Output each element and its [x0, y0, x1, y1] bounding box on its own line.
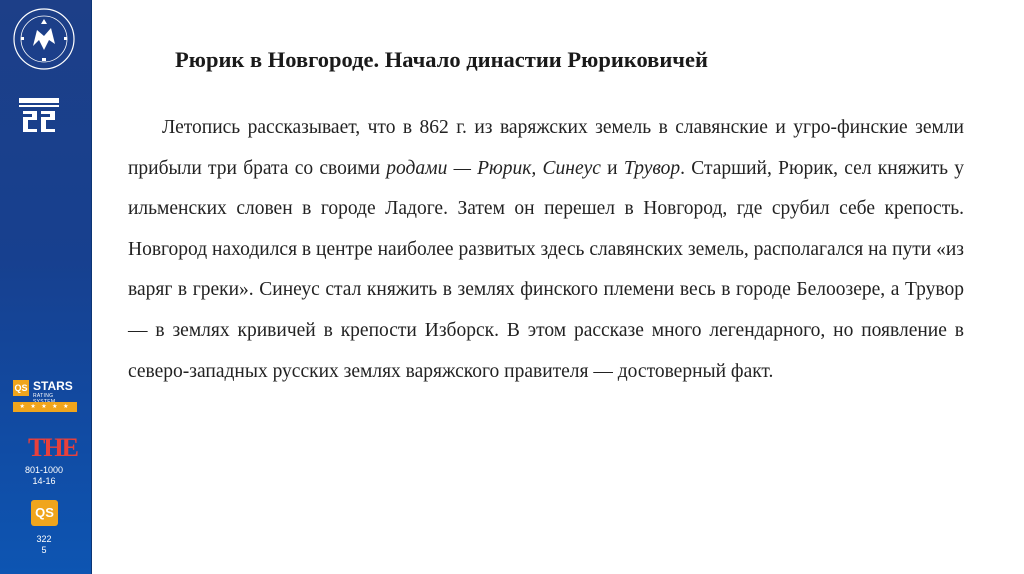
- stars-box-label: QS: [13, 380, 29, 396]
- slide-body-text: [128, 108, 964, 392]
- body-part-3: . Старший, Рюрик, сел княжить у ильменских словен в городе Ладоге. Затем он перешел в Новгород, где срубил себе крепость. Новгород находился в центре наиболее развитых здесь славянских земель, располагался на пути «из варяг в греки». Синеус стал княжить в землях финского племени весь в городе Белоозере, а Трувор — в землях кривичей в крепости Изборск. В этом рассказе много легендарного, но появление в северо-западных русских землях варяжского правителя — достоверный факт.: [128, 157, 964, 382]
- the-logo: THE: [28, 433, 77, 462]
- slide-title: Рюрик в Новгороде. Начало династии Рюриковичей: [175, 47, 708, 72]
- monogram-icon: [17, 96, 61, 136]
- qs-stars-badge: [13, 380, 77, 414]
- qs-logo: QS: [31, 500, 58, 526]
- sidebar: [0, 0, 92, 574]
- stars-sub-label: RATING: [33, 393, 54, 399]
- stars-label: STARS: [33, 379, 73, 393]
- qs-rank-line2: 5: [41, 545, 47, 555]
- qs-rank: [12, 534, 76, 556]
- body-part-1: Летопись рассказывает, что в 862 г. из варяжских земель в славянские и угро-финские земли прибыли три брата со своими: [128, 117, 964, 179]
- university-emblem-icon: [11, 6, 77, 72]
- the-rank: [12, 465, 76, 487]
- the-rank-line2: 14-16: [32, 476, 56, 486]
- qs-rank-line1: 322: [36, 534, 52, 544]
- body-part-2: и: [600, 157, 624, 179]
- body-italic-2: Трувор: [623, 157, 681, 179]
- the-rank-line1: 801-1000: [24, 465, 64, 475]
- stars-rating-row: ★ ★ ★ ★ ★: [13, 402, 77, 412]
- body-italic-1: родами — Рюрик, Синеус: [386, 157, 601, 179]
